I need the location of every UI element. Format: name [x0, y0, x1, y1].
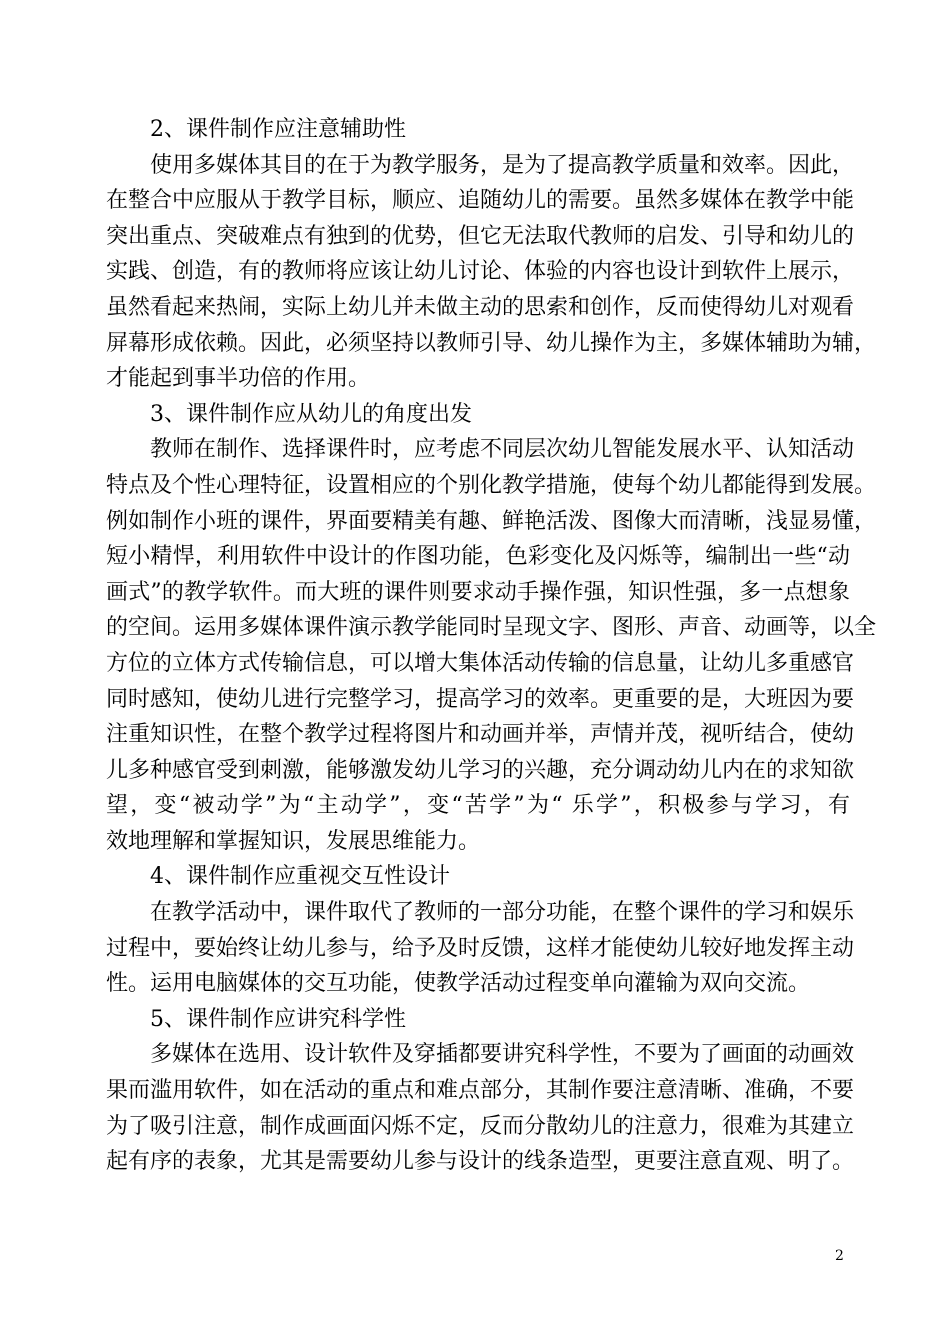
text-line: 在整合中应服从于教学目标，顺应、追随幼儿的需要。虽然多媒体在教学中能: [106, 188, 855, 214]
section-heading: [106, 859, 850, 895]
text-line: 才能起到事半功倍的作用。: [106, 366, 371, 392]
text-line: 4、课件制作应重视交互性设计: [150, 864, 450, 890]
text-line: 例如制作小班的课件，界面要精美有趣、鲜艳活泼、图像大而清晰，浅显易懂，: [106, 508, 877, 534]
text-line: 为了吸引注意，制作成画面闪烁不定，反而分散幼儿的注意力，很难为其建立: [106, 1113, 855, 1139]
text-line: 同时感知，使幼儿进行完整学习，提高学习的效率。更重要的是，大班因为要: [106, 686, 855, 712]
text-line: 起有序的表象，尤其是需要幼儿参与设计的线条造型，更要注意直观、明了。: [106, 1149, 855, 1175]
text-line: 2、课件制作应注意辅助性: [150, 117, 406, 142]
body-paragraph: [106, 148, 877, 397]
section-heading: [106, 1002, 850, 1038]
document-body: [106, 112, 877, 1180]
text-line: 5、课件制作应讲究科学性: [150, 1006, 406, 1032]
text-line: 实践、创造，有的教师将应该让幼儿讨论、体验的内容也设计到软件上展示，: [106, 259, 855, 285]
text-line: 画式”的教学软件。而大班的课件则要求动手操作强，知识性强，多一点想象: [106, 579, 850, 605]
text-line: 望，变“被动学”为“主动学”，变“苦学”为“ 乐学”，积极参与学习，有: [106, 793, 850, 819]
body-paragraph: [106, 432, 877, 859]
body-paragraph: [106, 1037, 855, 1179]
text-line: 多媒体在选用、设计软件及穿插都要讲究科学性，不要为了画面的动画效: [150, 1042, 855, 1068]
text-line: 屏幕形成依赖。因此，必须坚持以教师引导、幼儿操作为主，多媒体辅助为辅，: [106, 330, 877, 356]
text-line: 果而滥用软件，如在活动的重点和难点部分，其制作要注意清晰、准确，不要: [106, 1078, 855, 1104]
page-number: 2: [835, 1248, 844, 1264]
text-line: 虽然看起来热闹，实际上幼儿并未做主动的思索和创作，反而使得幼儿对观看: [106, 294, 855, 320]
text-line: 效地理解和掌握知识，发展思维能力。: [106, 828, 481, 854]
text-line: 特点及个性心理特征，设置相应的个别化教学措施，使每个幼儿都能得到发展。: [106, 472, 877, 498]
text-line: 使用多媒体其目的在于为教学服务，是为了提高教学质量和效率。因此，: [150, 152, 855, 178]
text-line: 教师在制作、选择课件时，应考虑不同层次幼儿智能发展水平、认知活动: [150, 437, 855, 463]
text-line: 过程中，要始终让幼儿参与，给予及时反馈，这样才能使幼儿较好地发挥主动: [106, 935, 855, 961]
section-heading: [106, 397, 850, 433]
text-line: 注重知识性，在整个教学过程将图片和动画并举，声情并茂，视听结合，使幼: [106, 722, 855, 748]
text-line: 性。运用电脑媒体的交互功能，使教学活动过程变单向灌输为双向交流。: [106, 971, 811, 997]
body-paragraph: [106, 895, 855, 1002]
section-heading: [106, 112, 850, 148]
text-line: 短小精悍，利用软件中设计的作图功能，色彩变化及闪烁等，编制出一些“动: [106, 544, 850, 570]
text-line: 方位的立体方式传输信息，可以增大集体活动传输的信息量，让幼儿多重感官: [106, 650, 855, 676]
text-line: 突出重点、突破难点有独到的优势，但它无法取代教师的启发、引导和幼儿的: [106, 223, 855, 249]
text-line: 在教学活动中，课件取代了教师的一部分功能，在整个课件的学习和娱乐: [150, 900, 855, 926]
text-line: 儿多种感官受到刺激，能够激发幼儿学习的兴趣，充分调动幼儿内在的求知欲: [106, 757, 855, 783]
text-line: 的空间。运用多媒体课件演示教学能同时呈现文字、图形、声音、动画等，以全: [106, 615, 877, 641]
text-line: 3、课件制作应从幼儿的角度出发: [150, 401, 472, 427]
